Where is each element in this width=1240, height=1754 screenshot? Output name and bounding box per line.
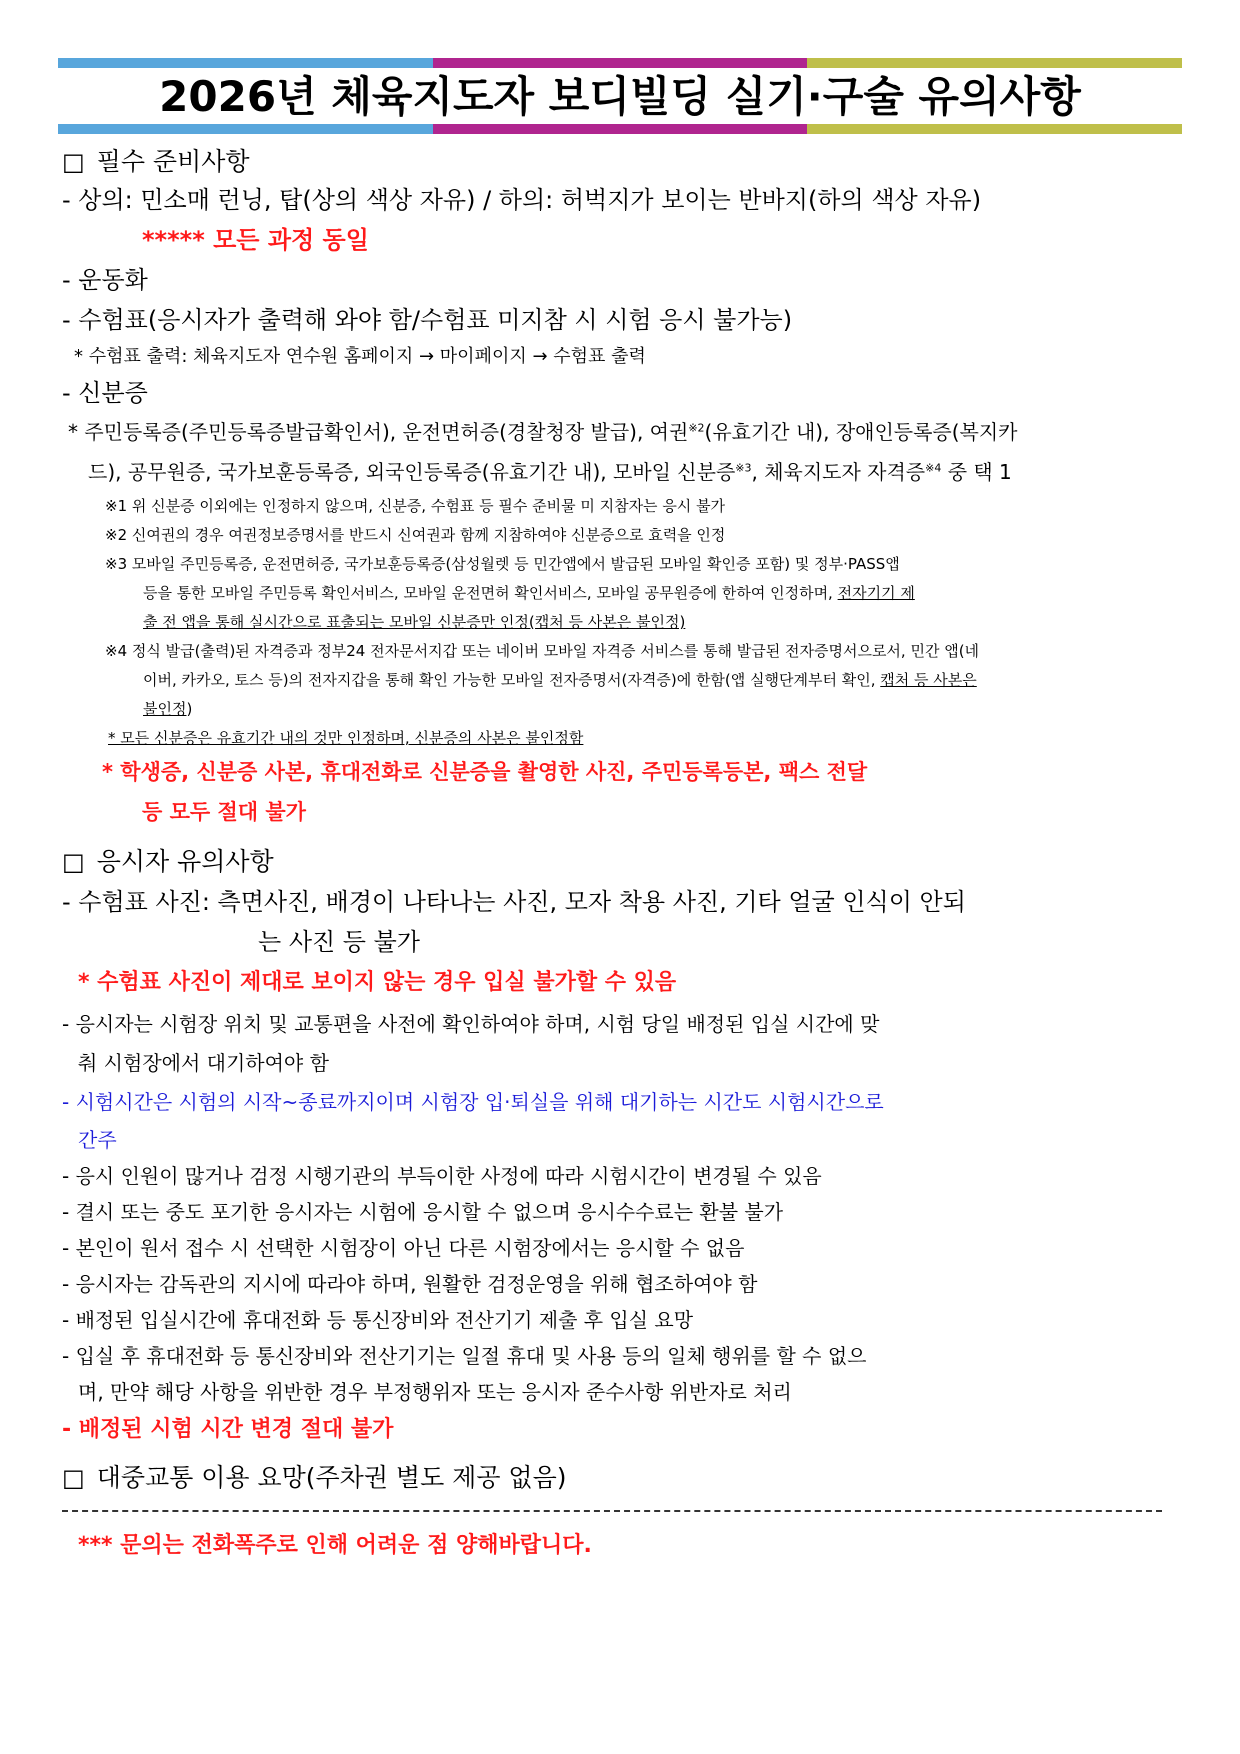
list-item-photo-line-2: 는 사진 등 불가 (258, 928, 420, 956)
warning-time-change: - 배정된 시험 시간 변경 절대 불가 (62, 1417, 394, 1442)
emphasis-all-courses: ***** 모든 과정 동일 (142, 226, 369, 254)
list-item-venue-line-1: - 응시자는 시험장 위치 및 교통편을 사전에 확인하여야 하며, 시험 당일 배정된 입실 시간에 맞 (62, 1012, 880, 1036)
section-box-icon: □ (62, 848, 85, 876)
id-list-line-1: * 주민등록증(주민등록증발급확인서), 운전면허증(경찰청장 발급), 여권$^{※2}$(유효기간 내), 장애인등록증(복지카 (68, 420, 1018, 444)
footnote-3-line-3: 출 전 앱을 통해 실시간으로 표출되는 모바일 신분증만 인정(캡처 등 사본은 불인정) (143, 613, 686, 631)
list-item-id: - 신분증 (62, 379, 148, 407)
id-list-line-2: 드), 공무원증, 국가보훈등록증, 외국인등록증(유효기간 내), 모바일 신분증$^{※3}$, 체육지도자 자격증$^{※4}$ 중 택 1 (88, 460, 1012, 484)
footnote-1: ※1 위 신분증 이외에는 인정하지 않으며, 신분증, 수험표 등 필수 준비물 미 지참자는 응시 불가 (105, 497, 726, 515)
footnote-2: ※2 신여권의 경우 여권정보증명서를 반드시 신여권과 함께 지참하여야 신분증으로 효력을 인정 (105, 526, 726, 544)
title-bottom-bar (58, 124, 1182, 134)
section-heading-required-items: □ 필수 준비사항 (62, 147, 250, 176)
section-heading-candidate-notes: □ 응시자 유의사항 (62, 847, 274, 876)
footnote-4-line-1: ※4 정식 발급(출력)된 자격증과 정부24 전자문서지갑 또는 네이버 모바일 자격증 서비스를 통해 발급된 전자증명서으로서, 민간 앱(네 (105, 642, 980, 660)
note-id-validity: * 모든 신분증은 유효기간 내의 것만 인정하며, 신분증의 사본은 불인정함 (108, 729, 584, 747)
bar-segment-magenta (433, 124, 808, 134)
footnote-4-line-2: 이버, 카카오, 토스 등)의 전자지갑을 통해 확인 가능한 모바일 전자증명서(자격증)에 한함(앱 실행단계부터 확인, 캡처 등 사본은 (143, 671, 977, 689)
dashed-divider (62, 1510, 1162, 1512)
warning-not-accepted-line-1: * 학생증, 신분증 사본, 휴대전화로 신분증을 촬영한 사진, 주민등록등본, 팩스 전달 (102, 760, 868, 784)
list-item-venue-line-2: 춰 시험장에서 대기하여야 함 (78, 1051, 329, 1075)
list-item-attire: - 상의: 민소매 런닝, 탑(상의 색상 자유) / 하의: 허벅지가 보이는 반바지(하의 색상 자유) (62, 186, 982, 214)
list-item-time-change: - 응시 인원이 많거나 검정 시행기관의 부득이한 사정에 따라 시험시간이 변경될 수 있음 (62, 1164, 822, 1188)
footnote-3-line-2: 등을 통한 모바일 주민등록 확인서비스, 모바일 운전면허 확인서비스, 모바일 공무원증에 한하여 인정하며, 전자기기 제 (143, 584, 915, 602)
page-title: 2026년 체육지도자 보디빌딩 실기·구술 유의사항 (159, 72, 1081, 121)
bar-segment-blue (58, 58, 433, 68)
section-box-icon: □ (62, 1464, 85, 1492)
note-ticket-print: * 수험표 출력: 체육지도자 연수원 홈페이지 → 마이페이지 → 수험표 출력 (74, 346, 646, 367)
bar-segment-blue (58, 124, 433, 134)
list-item-device-submit: - 배정된 입실시간에 휴대전화 등 통신장비와 전산기기 제출 후 입실 요망 (62, 1308, 694, 1332)
notice-body (62, 142, 1177, 1566)
footnote-3-line-1: ※3 모바일 주민등록증, 운전면허증, 국가보훈등록증(삼성월렛 등 민간앱에서 발급된 모바일 확인증 포함) 및 정부·PASS앱 (105, 555, 900, 573)
list-item-shoes: - 운동화 (62, 266, 148, 294)
bar-segment-magenta (433, 58, 808, 68)
bar-segment-olive (807, 58, 1182, 68)
section-heading-public-transport: □ 대중교통 이용 요망(주차권 별도 제공 없음) (62, 1463, 567, 1492)
list-item-no-refund: - 결시 또는 중도 포기한 응시자는 시험에 응시할 수 없으며 응시수수료는 환불 불가 (62, 1200, 784, 1224)
footnote-4-line-3: 불인정) (143, 700, 193, 718)
list-item-exam-time-line-2: 간주 (78, 1128, 117, 1152)
list-item-device-ban-line-1: - 입실 후 휴대전화 등 통신장비와 전산기기는 일절 휴대 및 사용 등의 일체 행위를 할 수 없으 (62, 1344, 867, 1368)
list-item-photo-line-1: - 수험표 사진: 측면사진, 배경이 나타나는 사진, 모자 착용 사진, 기타 얼굴 인식이 안되 (62, 888, 966, 916)
list-item-supervisor: - 응시자는 감독관의 지시에 따라야 하며, 원활한 검정운영을 위해 협조하여야 함 (62, 1272, 758, 1296)
title-top-bar (58, 58, 1182, 68)
footer-inquiry-notice: *** 문의는 전화폭주로 인해 어려운 점 양해바랍니다. (78, 1533, 592, 1558)
bar-segment-olive (807, 124, 1182, 134)
warning-photo: * 수험표 사진이 제대로 보이지 않는 경우 입실 불가할 수 있음 (78, 970, 677, 995)
title-banner (58, 58, 1182, 134)
section-box-icon: □ (62, 148, 85, 176)
list-item-device-ban-line-2: 며, 만약 해당 사항을 위반한 경우 부정행위자 또는 응시자 준수사항 위반자로 처리 (78, 1380, 792, 1404)
warning-not-accepted-line-2: 등 모두 절대 불가 (142, 800, 306, 824)
list-item-selected-venue: - 본인이 원서 접수 시 선택한 시험장이 아닌 다른 시험장에서는 응시할 수 없음 (62, 1236, 745, 1260)
list-item-admission-ticket: - 수험표(응시자가 출력해 와야 함/수험표 미지참 시 시험 응시 불가능) (62, 306, 793, 334)
list-item-exam-time-line-1: - 시험시간은 시험의 시작~종료까지이며 시험장 입·퇴실을 위해 대기하는 시간도 시험시간으로 (62, 1090, 884, 1114)
